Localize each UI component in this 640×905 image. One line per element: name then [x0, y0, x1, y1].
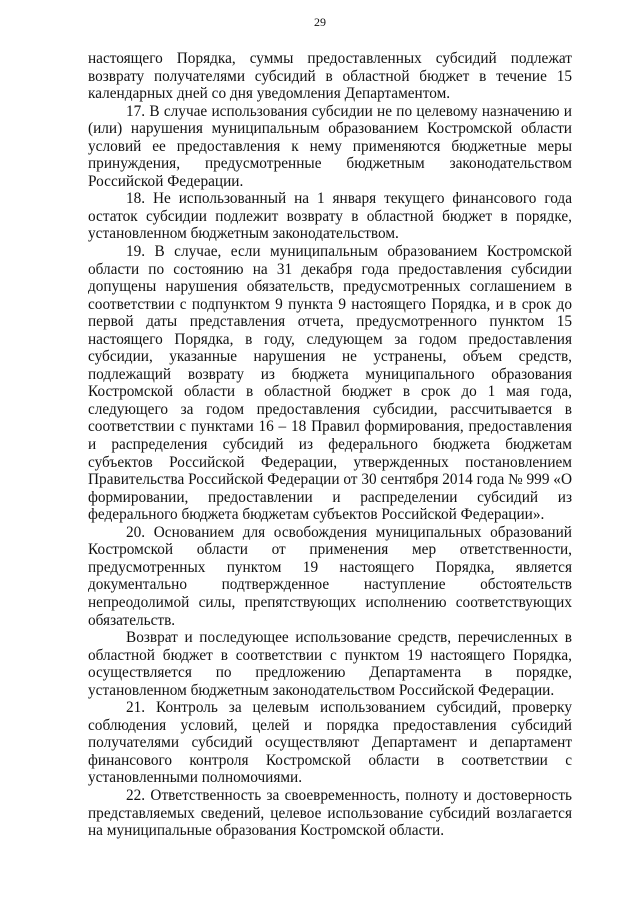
paragraph-19: 19. В случае, если муниципальным образованием Костромской области по состоянию на 31 декабря года предоставления субсидии допущены нарушения обязательств, предусмотренных соглашением в соответствии с подпунктом 9 пункта 9 настоящего Порядка, и в срок до первой даты представления отчета, предусмотренного пунктом 15 настоящего Порядка, в году, следующем за годом предоставления субсидии, указанные нарушения не устранены, объем средств, подлежащий возврату из бюджета муниципального образования Костромской области в областной бюджет в срок до 1 мая года, следующего за годом предоставления субсидии, рассчитывается в соответствии с пунктами 16 – 18 Правил формирования, предоставления и распределения субсидий из федерального бюджета бюджетам субъектов Российской Федерации, утвержденных постановлением Правительства Российской Федерации от 30 сентября 2014 года № 999 «О формировании, предоставлении и распределении субсидий из федерального бюджета бюджетам субъектов Российской Федерации». [88, 243, 573, 524]
paragraph-20: 20. Основанием для освобождения муниципальных образований Костромской области от применения мер ответственности, предусмотренных пунктом 19 настоящего Порядка, является документально подтвержденное наступление обстоятельств непреодолимой силы, препятствующих исполнению соответствующих обязательств. [88, 523, 572, 629]
paragraph-return-of-funds: Возврат и последующее использование средств, перечисленных в областной бюджет в соответствии с пунктом 19 настоящего Порядка, осуществляется по предложению Департамента в порядке, установленном бюджетным законодательством Российской Федерации. [88, 629, 572, 699]
paragraph-18: 18. Не использованный на 1 января текущего финансового года остаток субсидии подлежит возврату в областной бюджет в порядке, установленном бюджетным законодательством. [88, 190, 572, 243]
paragraph-continuation: настоящего Порядка, суммы предоставленных субсидий подлежат возврату получателями субсидий в областной бюджет в течение 15 календарных дней со дня уведомления Департаментом. [88, 50, 572, 103]
page-number: 29 [314, 15, 326, 29]
document-body [88, 50, 572, 840]
paragraph-17: 17. В случае использования субсидии не по целевому назначению и (или) нарушения муниципальным образованием Костромской области условий ее предоставления к нему применяются бюджетные меры принуждения, предусмотренные бюджетным законодательством Российской Федерации. [88, 102, 572, 190]
paragraph-21: 21. Контроль за целевым использованием субсидий, проверку соблюдения условий, целей и порядка предоставления субсидий получателями субсидий осуществляют Департамент и департамент финансового контроля Костромской области в соответствии с установленными полномочиями. [88, 699, 572, 787]
paragraph-22: 22. Ответственность за своевременность, полноту и достоверность представляемых сведений, целевое использование субсидий возлагается на муниципальные образования Костромской области. [88, 786, 572, 840]
